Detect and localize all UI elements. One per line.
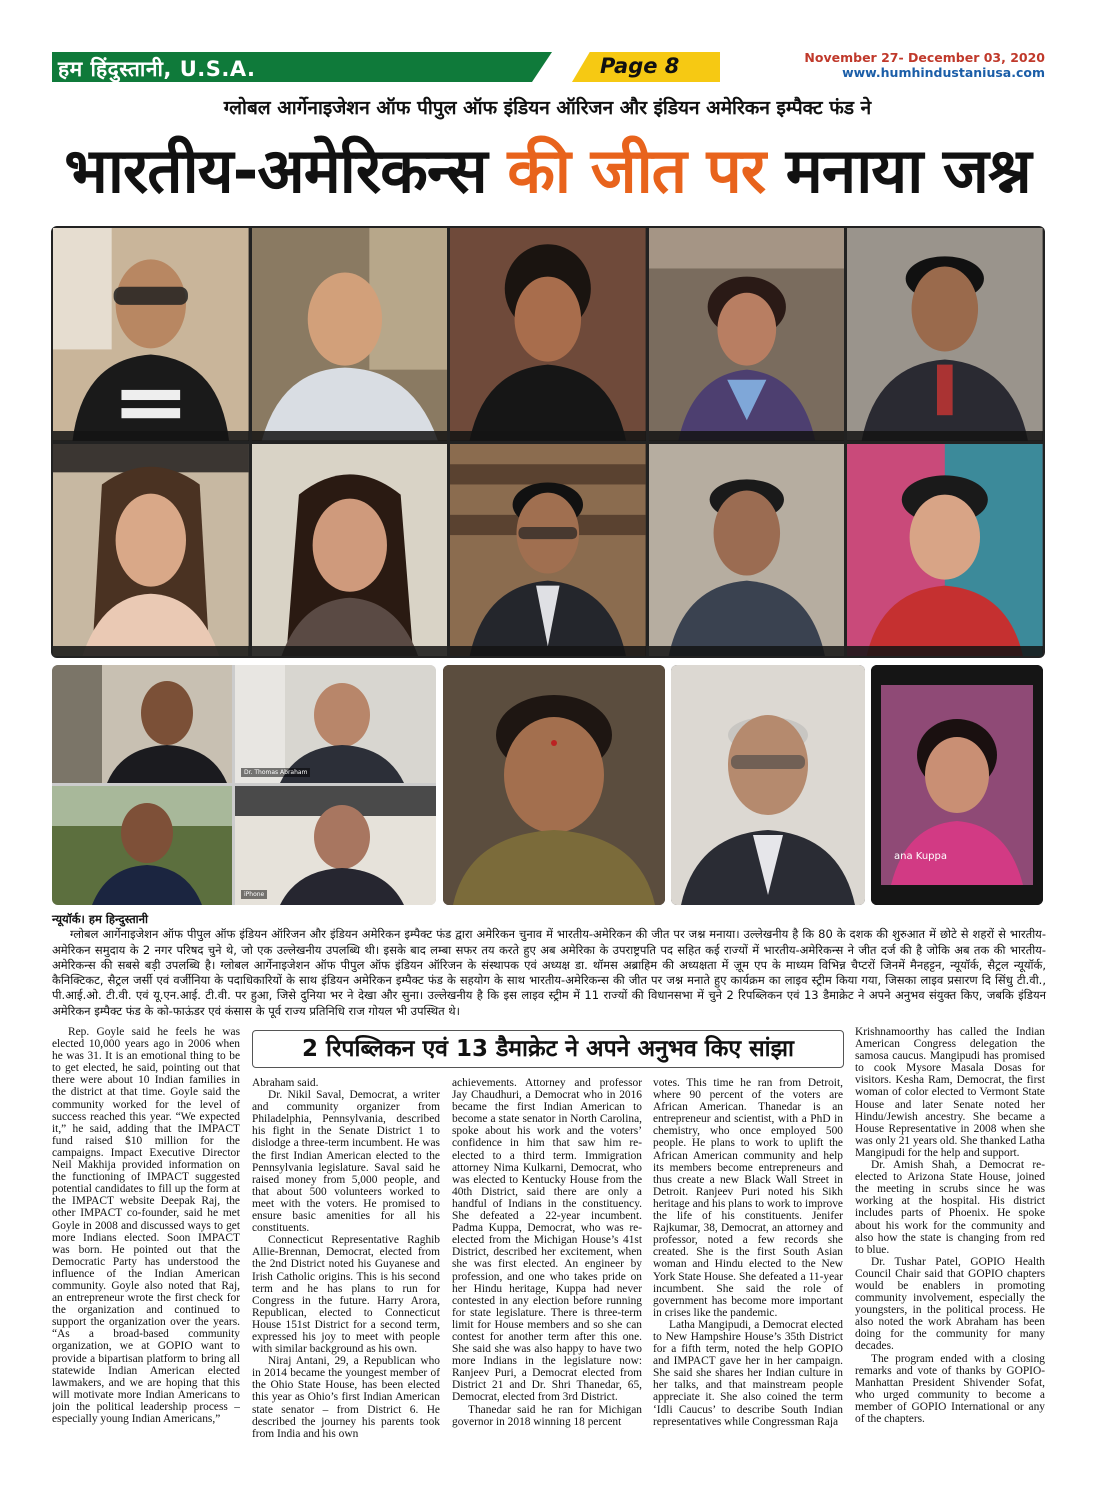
article-column-2 <box>252 1077 440 1441</box>
paragraph: Dr. Tushar Patel, GOPIO Health Council Chair said that GOPIO chapters would be enablers in promoting community involvement, especially the youngsters, in the political process. He also noted the work Abraham has been doing for the community for many decades. <box>855 1255 1045 1353</box>
article-column-4 <box>653 1077 843 1441</box>
intro-paragraph: ग्लोबल आर्गेनाइजेशन ऑफ पीपुल ऑफ इंडियन ऑरिजन और इंडियन अमेरिकन इम्पैक्ट फंड द्वारा अमेरिकन चुनाव में भारतीय-अमेरिकन की जीत पर जश्न मनाया। उल्लेखनीय है कि 80 के दशक की शुरुआत में छोटे से शहरों से भारतीय-अमेरिकन समुदाय के 2 नगर परिषद चुने थे, जो एक उल्लेखनीय उपलब्धि थी। इसके बाद लम्बा सफर तय करते हुए अब अमेरिका के उपराष्ट्रपति पद सहित कई राज्यों में भारतीय-अमेरिकन्स ने जीत दर्ज की है जोकि अब तक की भारतीय-अमेरिकन्स की सबसे बड़ी उपलब्धि है। ग्लोबल आर्गेनाइजेशन ऑफ पीपुल ऑफ इंडियन ऑरिजन के संस्थापक एवं अध्यक्ष डा. थॉमस अब्राहिम की अध्यक्षता में ज़ूम एप के माध्यम विभिन्न चैप्टरों जिनमें मैनहट्टन, न्यूयॉर्क, सैट्रल न्यूयॉर्क, कैनिक्टिकट, सैट्रल जर्सी एवं वर्जीनिया के पदाधिकारियों के साथ इंडियन अमेरिकन इम्पैक्ट फंड के सहयोग के साथ भारतीय-अमेरिकन्स की जीत पर जश्न मनाते हुए कार्यक्रम का लाइव स्ट्रीम किया गया, जिसका लाइव प्रसारण दि सिंधु टी.वी., पी.आई.ओ. टी.वी. एवं यू.एन.आई. टी.वी. पर हुआ, जिसे दुनिया भर ने देखा और सुना। उल्लेखनीय है कि इस लाइव स्ट्रीम में 11 राज्यों की विधानसभा में चुने 2 रिपब्लिकन एवं 13 डैमाक्रेट ने अपने अनुभव संयुक्त किए, जबकि इंडियन अमेरिकन इम्पैक्ट फंड के को-फाऊंडर एवं कंसास के पूर्व राज्य प्रतिनिधि राज गोयल भी उपस्थित थे। <box>52 927 1046 1018</box>
headline <box>0 130 1095 212</box>
video-tile <box>450 228 646 441</box>
video-tile <box>252 228 448 441</box>
article-column-3 <box>452 1077 642 1441</box>
video-tile <box>649 444 845 657</box>
website-link[interactable]: www.humhindustaniusa.com <box>842 65 1045 80</box>
paragraph: Rep. Goyle said he feels he was elected 10,000 years ago in 2006 when he was 31. It is an emotional thing to be to get elected, he said, pointing out that there were about 10 Indian families in the district at that time. Goyle said the community worked for the level of success reached this year. “We expected it,” he said, adding that the IMPACT fund raised $10 million for the campaigns. Impact Executive Director Neil Makhija provided information on the functioning of IMPACT suggested potential candidates to fill up the form at the IMPACT website Deepak Raj, the other IMPACT co-founder, said he met Goyle in 2008 and discussed ways to get more Indians elected. Soon IMPACT was born. He pointed out that the Democratic Party has understood the influence of the Indian American community. Goyle also noted that Raj, an entrepreneur wrote the first check for the organization and continued to support the organization over the years. “As a broad-based community organization, we at GOPIO want to provide a bipartisan platform to bring all statewide Indian American elected lawmakers, and we are hoping that this will motivate more Indian Americans to join the political leadership process – especially young Indian Americans,” <box>52 1026 240 1425</box>
article-column-1 <box>52 1026 240 1441</box>
paragraph: Connecticut Representative Raghib Allie-Brennan, Democrat, elected from the 2nd District noted his Guyanese and Irish Catholic origins. This is his second term and he has plans to run for Congress in the future. Harry Arora, Republican, elected to Connecticut House 151st District for a second term, expressed his joy to meet with people with similar background as his own. <box>252 1234 440 1356</box>
paragraph: Niraj Antani, 29, a Republican who in 2014 became the youngest member of the Ohio State House, has been elected this year as Ohio’s first Indian American state senator – from District 6. He described the journey his parents took from India and his own <box>252 1355 440 1440</box>
paragraph: achievements. Attorney and professor Jay Chaudhuri, a Democrat who in 2016 became the first Indian American to become a state senator in North Carolina, spoke about his work and the voters’ confidence in him that saw him re-elected to a third term. Immigration attorney Nima Kulkarni, Democrat, who was elected to Kentucky House from the 40th District, said there are only a handful of Indians in the constituency. She defeated a 22-year incumbent. Padma Kuppa, Democrat, who was re-elected from the Michigan House’s 41st District, described her excitement, when she was first elected. An engineer by profession, and one who takes pride on her Hindu heritage, Kuppa had never contested in any election before running for state legislature. There is three-term limit for House members and so she can contest for another term after this one. She said she was also happy to have two more Indians in the legislature now: Ranjeev Puri, a Democrat elected from District 21 and Dr. Shri Thanedar, 65, Democrat, elected from 3rd District. <box>452 1077 642 1404</box>
issue-date: November 27- December 03, 2020 <box>804 50 1045 65</box>
page-number: Page 8 <box>600 54 680 78</box>
participant-name-label: ana Kuppa <box>894 851 947 862</box>
paragraph: Dr. Nikil Saval, Democrat, a writer and community organizer from Philadelphia, Pennsylvania, described his fight in the Senate District 1 to dislodge a three-term incumbent. He was the first Indian American elected to the Pennsylvania legislature. Saval said he raised money from 5,000 people, and that about 500 volunteers worked to meet with the voters. He promised to ensure basic amenities for all his constituents. <box>252 1089 440 1235</box>
paragraph: The program ended with a closing remarks and vote of thanks by GOPIO-Manhattan President Shivender Sofat, who urged community to become a member of GOPIO International or any of the chapters. <box>855 1352 1045 1425</box>
paragraph: Thanedar said he ran for Michigan governor in 2018 winning 18 percent <box>452 1403 642 1428</box>
brand-title: हम हिंदुस्तानी, U.S.A. <box>58 57 256 81</box>
video-tile <box>649 228 845 441</box>
device-label: iPhone <box>241 890 267 899</box>
video-tile <box>450 444 646 657</box>
paragraph: Dr. Amish Shah, a Democrat re-elected to Arizona State House, joined the meeting in scrubs since he was working at the hospital. His district includes parts of Phoenix. He spoke about his work for the community and also how the state is changing from red to blue. <box>855 1159 1045 1256</box>
hindi-intro <box>52 912 1046 1019</box>
paragraph: votes. This time he ran from Detroit, where 90 percent of the voters are African American. Thanedar is an entrepreneur and scientist, with a PhD in chemistry, who once employed 500 people. He plans to work to uplift the African American community and help its members become entrepreneurs and thus create a new Black Wall Street in Detroit. Ranjeev Puri noted his Sikh heritage and his plans to work to improve the life of his constituents. Jenifer Rajkumar, 38, Democrat, an attorney and professor, noted a few records she created. She is the first South Asian woman and Hindu elected to the New York State House. She defeated a 11-year incumbent. She said the role of government has become more important in crises like the pandemic. <box>653 1077 843 1319</box>
video-tile <box>847 444 1043 657</box>
zoom-call-grid <box>51 226 1045 658</box>
video-tile <box>847 228 1043 441</box>
headline-part-3: मनाया जश्न <box>785 134 1031 207</box>
headline-part-2: की जीत पर <box>507 134 766 207</box>
paragraph: Latha Mangipudi, a Democrat elected to New Hampshire House’s 35th District for a fifth term, noted the help GOPIO and IMPACT gave her in her campaign. She said she shares her Indian culture in her talks, and that mainstream people appreciate it. She also coined the term ‘Idli Caucus’ to describe South Indian representatives while Congressman Raja <box>653 1318 843 1428</box>
photo-panel <box>871 665 1043 905</box>
video-tile <box>252 444 448 657</box>
video-tile <box>53 444 249 657</box>
dateline <box>804 50 1045 80</box>
paragraph: Krishnamoorthy has called the Indian American Congress delegation the samosa caucus. Mangipudi has promised to cook Mysore Masala Dosas for visitors. Kesha Ram, Democrat, the first woman of color elected to Vermont State House and later Senate noted her Hindu/Jewish ancestry. She became a House Representative in 2008 when she was only 21 years old. She thanked Latha Mangipudi for the help and support. <box>855 1026 1045 1159</box>
headline-part-1: भारतीय-अमेरिकन्स <box>64 134 487 207</box>
video-tile <box>53 228 249 441</box>
kicker: ग्लोबल आर्गेनाइजेशन ऑफ पीपुल ऑफ इंडियन ऑरिजन और इंडियन अमेरिकन इम्पैक्ट फंड ने <box>223 97 872 119</box>
participant-name-label: Dr. Thomas Abraham <box>241 768 310 777</box>
photo-panel <box>671 665 865 905</box>
subhead: 2 रिपब्लिकन एवं 13 डैमाक्रेट ने अपने अनुभव किए सांझा <box>252 1030 844 1068</box>
paragraph: Abraham said. <box>252 1077 319 1089</box>
photo-panel-four-up <box>52 665 436 905</box>
photo-panel <box>443 665 665 905</box>
article-column-5 <box>855 1026 1045 1441</box>
byline: न्यूयॉर्क। हम हिन्दुस्तानी <box>52 912 149 926</box>
